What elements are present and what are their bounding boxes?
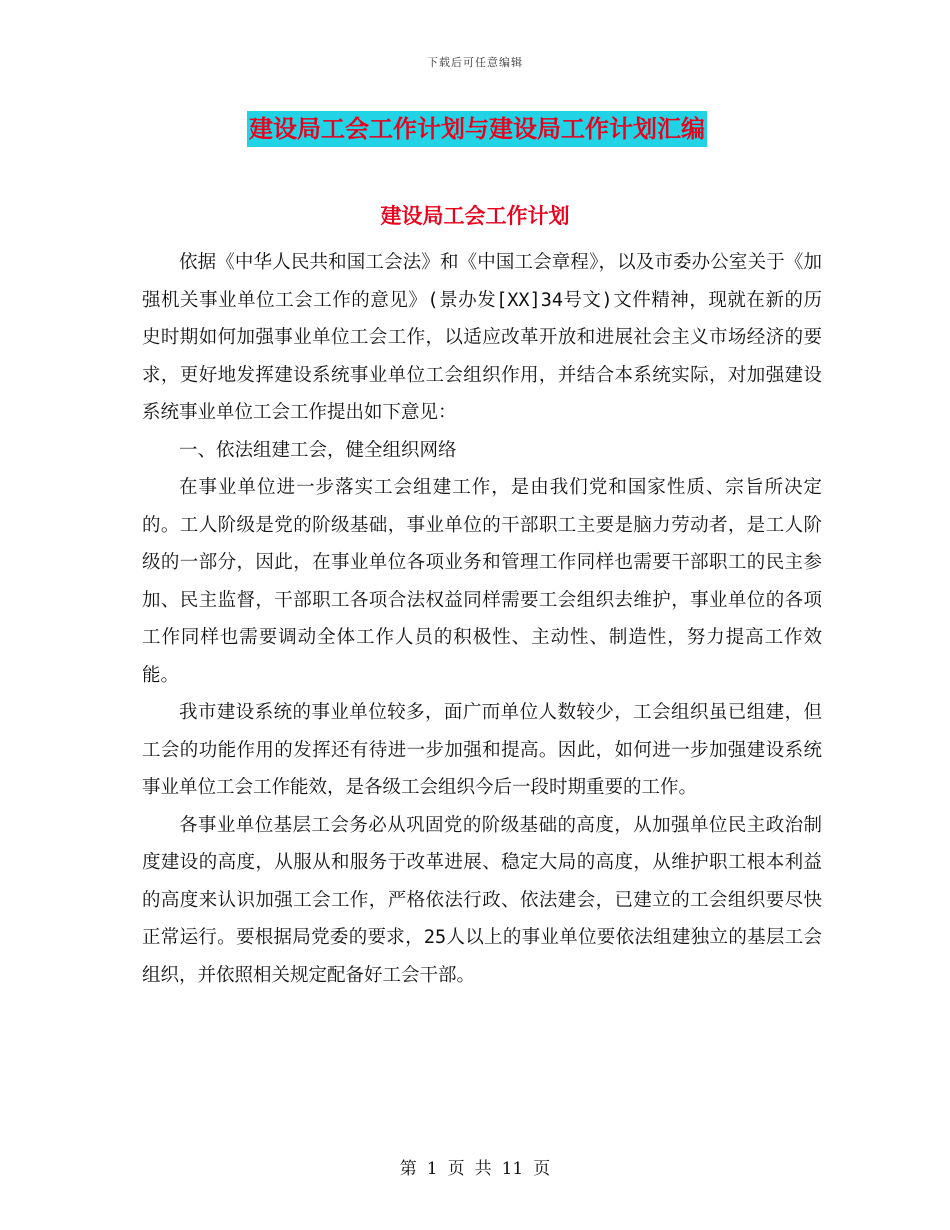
paragraph-2: 在事业单位进一步落实工会组建工作，是由我们党和国家性质、宗旨所决定的。工人阶级是党的阶级基础，事业单位的干部职工主要是脑力劳动者，是工人阶级的一部分，因此，在事业单位各项业务和管理工作同样也需要干部职工的民主参加、民主监督，干部职工各项合法权益同样需要工会组织去维护，事业单位的各项工作同样也需要调动全体工作人员的积极性、主动性、制造性，努力提高工作效能。 bbox=[142, 477, 822, 686]
section-title: 建设局工会工作计划 bbox=[380, 203, 570, 228]
footer-total-unit: 页 bbox=[533, 1159, 551, 1179]
footer-total-pages: 11 bbox=[501, 1159, 524, 1179]
document-title: 建设局工会工作计划与建设局工作计划汇编 bbox=[247, 111, 707, 147]
footer-page-unit: 页 bbox=[447, 1159, 465, 1179]
paragraph-4: 各事业单位基层工会务必从巩固党的阶级基础的高度，从加强单位民主政治制度建设的高度，从服从和服务于改革进展、稳定大局的高度，从维护职工根本利益的高度来认识加强工会工作，严格依法行政、依法建会，已建立的工会组织要尽快正常运行。要根据局党委的要求，25人以上的事业单位要依法组建独立的基层工会组织，并依照相关规定配备好工会干部。 bbox=[142, 814, 822, 986]
paragraph-3: 我市建设系统的事业单位较多，面广而单位人数较少，工会组织虽已组建，但工会的功能作用的发挥还有待进一步加强和提高。因此，如何进一步加强建设系统事业单位工会工作能效，是各级工会组织今后一段时期重要的工作。 bbox=[142, 702, 822, 798]
page-footer bbox=[0, 1154, 950, 1179]
footer-page-number: 1 bbox=[426, 1159, 438, 1179]
footer-page-label: 第 bbox=[399, 1159, 417, 1179]
footer-total-label: 共 bbox=[474, 1159, 492, 1179]
document-body bbox=[142, 244, 822, 994]
paragraph-intro: 依据《中华人民共和国工会法》和《中国工会章程》，以及市委办公室关于《加强机关事业单位工会工作的意见》(景办发[XX]34号文)文件精神，现就在新的历史时期如何加强事业单位工会工作，以适应改革开放和进展社会主义市场经济的要求，更好地发挥建设系统事业单位工会组织作用，并结合本系统实际，对加强建设系统事业单位工会工作提出如下意见： bbox=[142, 252, 822, 423]
header-note: 下载后可任意编辑 bbox=[427, 56, 523, 69]
paragraph-heading-1: 一、依法组建工会，健全组织网络 bbox=[179, 439, 457, 461]
